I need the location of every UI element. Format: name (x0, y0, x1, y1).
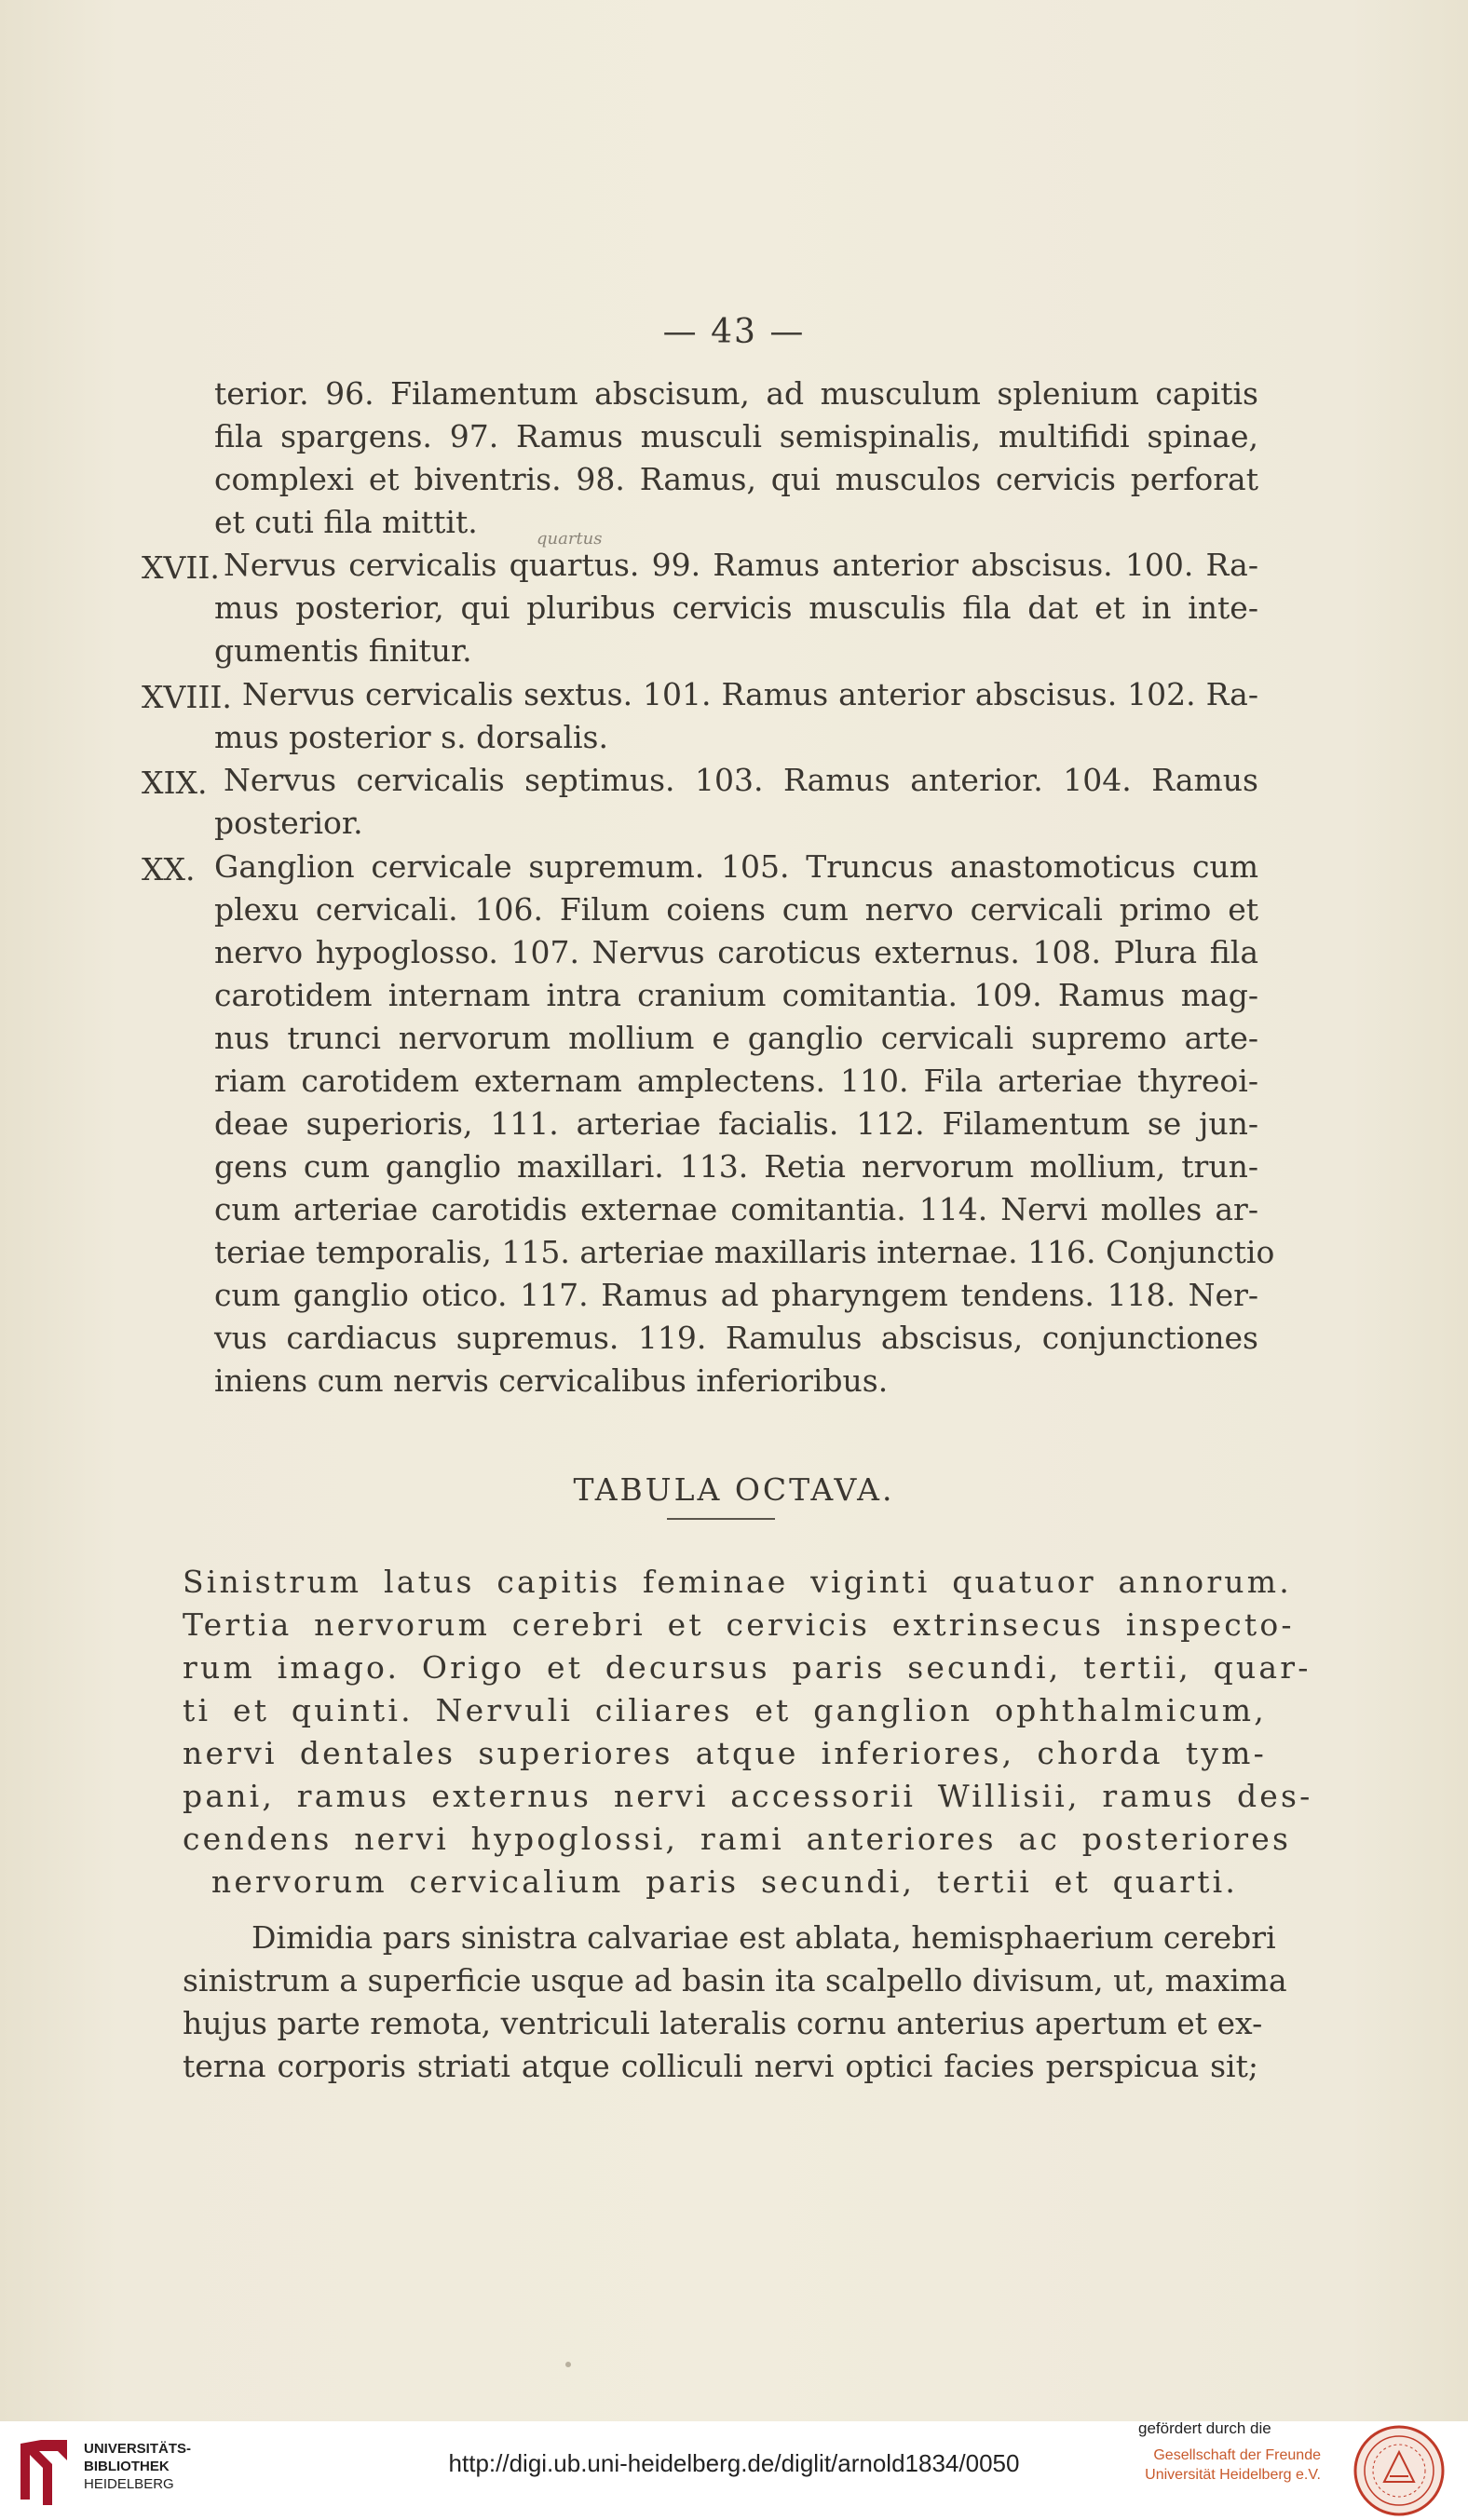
text-line: gens cum ganglio maxillari. 113. Retia nervorum mollium, trun- (214, 1148, 1258, 1185)
text-line: cum arteriae carotidis externae comitantia. 114. Nervi molles ar- (214, 1191, 1258, 1227)
heading-rule (667, 1518, 775, 1520)
text-line: Nervus cervicalis quartus. 99. Ramus anterior abscisus. 100. Ra- (224, 547, 1258, 583)
text-line: carotidem internam intra cranium comitantia. 109. Ramus mag- (214, 977, 1258, 1013)
text-line: Ganglion cervicale supremum. 105. Truncus anastomoticus cum (214, 848, 1258, 885)
paragraph-line: Dimidia pars sinistra calvariae est ablata, hemisphaerium cerebri (251, 1919, 1276, 1956)
summary-line: nervi dentales superiores atque inferiores, chorda tym- (183, 1735, 1267, 1771)
text-line: vus cardiacus supremus. 119. Ramulus abscisus, conjunctiones (214, 1320, 1258, 1356)
sponsor-label: gefördert durch die (1138, 2419, 1271, 2437)
sponsor-line: Gesellschaft der Freunde (1153, 2447, 1321, 2463)
summary-line: rum imago. Origo et decursus paris secundi, tertii, quar- (183, 1649, 1312, 1686)
entry-label: XX. (142, 851, 196, 887)
summary-line: Sinistrum latus capitis feminae viginti quatuor annorum. (183, 1564, 1292, 1600)
sponsor-line: Universität Heidelberg e.V. (1145, 2467, 1321, 2483)
entry-label: XVII. (142, 549, 220, 586)
paragraph-line: terna corporis striati atque colliculi nervi optici facies perspicua sit; (183, 2048, 1258, 2084)
text-line: mus posterior s. dorsalis. (214, 719, 608, 755)
text-line: Nervus cervicalis sextus. 101. Ramus anterior abscisus. 102. Ra- (242, 676, 1258, 712)
text-line: teriae temporalis, 115. arteriae maxillaris internae. 116. Conjunctio (214, 1234, 1275, 1270)
paragraph-line: sinistrum a superficie usque ad basin ita scalpello divisum, ut, maxima (183, 1962, 1287, 1998)
handwritten-annotation: quartus (537, 529, 603, 549)
summary-line: cendens nervi hypoglossi, rami anteriores ac posteriores (183, 1821, 1292, 1857)
library-line: HEIDELBERG (84, 2476, 174, 2492)
summary-line: Tertia nervorum cerebri et cervicis extrinsecus inspecto- (183, 1606, 1295, 1643)
text-line: iniens cum nervis cervicalibus inferioribus. (214, 1362, 889, 1399)
sponsor-name (1145, 2445, 1321, 2485)
text-line: gumentis finitur. (214, 632, 472, 669)
text-line: terior. 96. Filamentum abscisum, ad musculum splenium capitis (214, 375, 1258, 412)
text-line: fila spargens. 97. Ramus musculi semispinalis, multifidi spinae, (214, 418, 1258, 454)
text-line: nus trunci nervorum mollium e ganglio cervicali supremo arte- (214, 1020, 1258, 1056)
paragraph-line: hujus parte remota, ventriculi lateralis cornu anterius apertum et ex- (183, 2005, 1263, 2041)
text-line: cum ganglio otico. 117. Ramus ad pharyngem tendens. 118. Ner- (214, 1277, 1258, 1313)
text-line: et cuti fila mittit. (214, 504, 478, 540)
text-line: riam carotidem externam amplectens. 110. Fila arteriae thyreoi- (214, 1063, 1258, 1099)
text-line: deae superioris, 111. arteriae facialis. 112. Filamentum se jun- (214, 1105, 1258, 1142)
text-line: mus posterior, qui pluribus cervicis musculis fila dat et in inte- (214, 589, 1258, 626)
text-line: Nervus cervicalis septimus. 103. Ramus anterior. 104. Ramus (224, 762, 1258, 798)
text-line: nervo hypoglosso. 107. Nervus caroticus externus. 108. Plura fila (214, 934, 1258, 970)
library-line: UNIVERSITÄTS- (84, 2441, 192, 2457)
text-line: posterior. (214, 805, 363, 841)
text-line: complexi et biventris. 98. Ramus, qui musculos cervicis perforat (214, 461, 1258, 497)
entry-label: XVIII. (142, 679, 232, 715)
society-seal-icon (1352, 2424, 1446, 2517)
section-heading: TABULA OCTAVA. (573, 1471, 895, 1508)
library-line: BIBLIOTHEK (84, 2459, 170, 2474)
summary-line: pani, ramus externus nervi accessorii Willisii, ramus des- (183, 1778, 1313, 1814)
summary-line: ti et quinti. Nervuli ciliares et ganglion ophthalmicum, (183, 1692, 1267, 1728)
entry-label: XIX. (142, 765, 208, 801)
source-url-link[interactable]: http://digi.ub.uni-heidelberg.de/diglit/arnold1834/0050 (448, 2449, 1020, 2477)
summary-line: nervorum cervicalium paris secundi, tertii et quarti. (211, 1863, 1239, 1900)
text-line: plexu cervicali. 106. Filum coiens cum nervo cervicali primo et (214, 891, 1258, 928)
page-number: — 43 — (662, 313, 806, 351)
paper-speck (565, 2362, 571, 2367)
